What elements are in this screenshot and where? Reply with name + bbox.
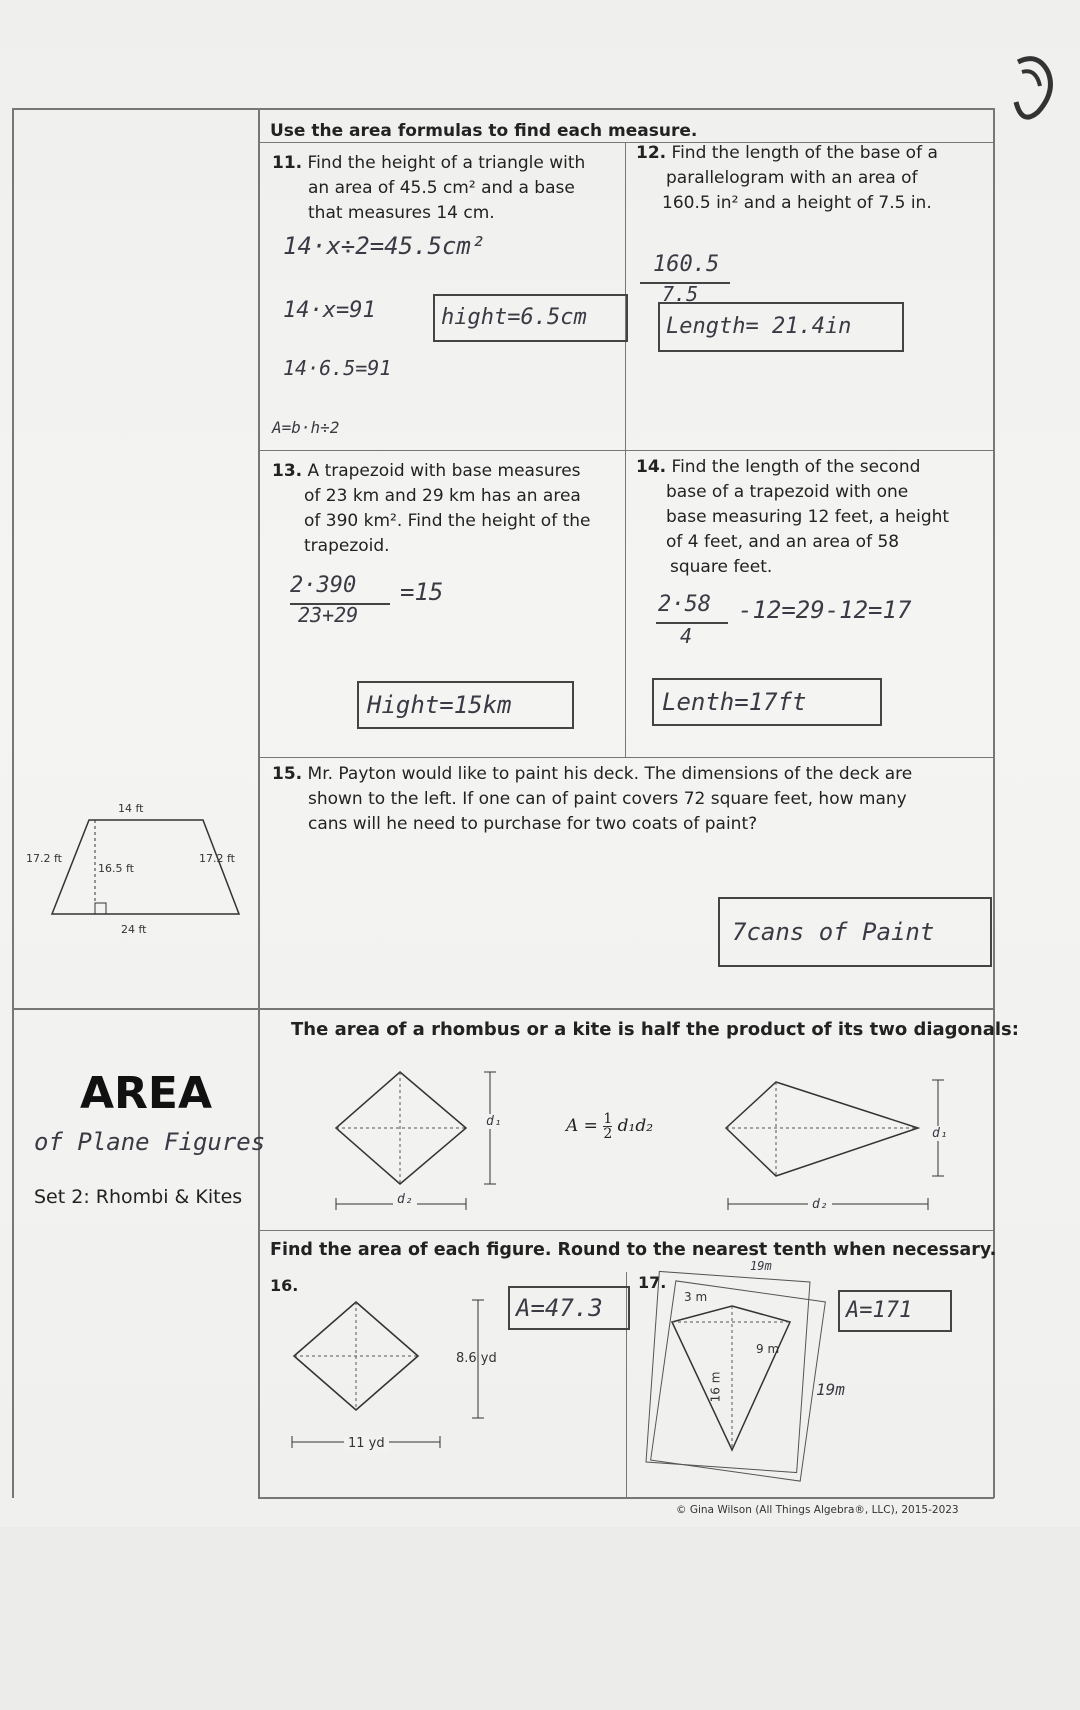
deck-label-top: 14 ft [118, 802, 144, 815]
clip-icon [1008, 52, 1058, 142]
frame-left [12, 108, 14, 1498]
problem-16-number: 16. [270, 1276, 299, 1295]
p13-work-den: 23+29 [298, 603, 359, 627]
rhombus-d2-label: d₂ [393, 1192, 417, 1207]
sidebar-title: AREA [80, 1068, 213, 1119]
frame-row-split-3 [258, 1230, 994, 1231]
find-instruction: Find the area of each figure. Round to the nearest tenth when necessary. [270, 1240, 997, 1260]
frame-row-split-2 [258, 757, 994, 758]
problem-14-line-4: of 4 feet, and an area of 58 [666, 532, 900, 552]
p17-note: 19m [816, 1380, 845, 1399]
problem-12-line-1: Find the length of the base of a [671, 143, 938, 163]
problem-14-line-1: Find the length of the second [671, 457, 921, 477]
problem-13 [272, 459, 617, 559]
kite-d1-label: d₁ [932, 1126, 948, 1141]
problem-14-line-2: base of a trapezoid with one [666, 482, 909, 502]
p14-work-num: 2·58 [658, 592, 711, 617]
deck-right-angle [95, 903, 106, 914]
deck-label-bottom: 24 ft [121, 923, 147, 936]
frame-row-split-1 [258, 450, 994, 451]
p11-work-1: 14·x÷2=45.5cm² [283, 232, 486, 260]
formula-num: 1 [603, 1111, 613, 1127]
formula-rhs: d₁d₂ [617, 1116, 654, 1136]
p11-work-formula: A=b·h÷2 [272, 418, 340, 437]
p12-work-num: 160.5 [653, 252, 720, 277]
p13-work-result: =15 [400, 578, 444, 606]
problem-11-line-3: that measures 14 cm. [308, 203, 495, 223]
p13-work-num: 2·390 [290, 573, 357, 598]
problem-12-line-2: parallelogram with an area of [666, 168, 918, 188]
kite-shape [726, 1082, 918, 1176]
instruction-header: Use the area formulas to find each measure. [270, 121, 698, 141]
problem-14 [636, 455, 981, 580]
problem-15-line-2: shown to the left. If one can of paint covers 72 square feet, how many [308, 789, 907, 809]
p17-kite-shape [672, 1306, 790, 1450]
problem-14-number: 14. [636, 457, 667, 477]
p11-work-3: 14·6.5=91 [283, 356, 392, 380]
frame-right [993, 108, 995, 1498]
formula-den: 2 [603, 1126, 613, 1142]
kite-d2-label: d₂ [808, 1197, 832, 1212]
problem-12-number: 12. [636, 143, 667, 163]
p12-answer: Length= 21.4in [658, 302, 904, 352]
deck-label-left: 17.2 ft [26, 852, 62, 865]
problem-14-line-5: square feet. [670, 557, 773, 577]
hole-icon [1014, 1690, 1034, 1710]
problem-15-number: 15. [272, 764, 303, 784]
p13-answer: Hight=15km [357, 681, 574, 729]
rhombus-rule: The area of a rhombus or a kite is half the product of its two diagonals: [291, 1019, 1019, 1040]
p17-kite-diagram [660, 1300, 810, 1470]
p16-answer: A=47.3 [508, 1286, 630, 1330]
problem-11-line-1: Find the height of a triangle with [307, 153, 586, 173]
formula-fraction [603, 1112, 612, 1141]
problem-17-number: 17. [638, 1273, 667, 1292]
frame-top [12, 108, 994, 110]
problem-13-number: 13. [272, 461, 303, 481]
p14-answer: Lenth=17ft [652, 678, 882, 726]
p14-work-rest: -12=29-12=17 [738, 596, 912, 624]
problem-15 [272, 762, 977, 837]
problem-15-line-1: Mr. Payton would like to paint his deck. The dimensions of the deck are [307, 764, 913, 784]
problem-11-line-2: an area of 45.5 cm² and a base [308, 178, 575, 198]
p17-label-vert: 16 m [708, 1371, 723, 1403]
problem-13-line-2: of 23 km and 29 km has an area [304, 486, 581, 506]
p17-label-top: 3 m [684, 1290, 708, 1304]
p11-work-2: 14·x=91 [283, 298, 376, 323]
p17-answer: A=171 [838, 1290, 952, 1332]
frame-mid-h [12, 1008, 994, 1010]
p11-answer: hight=6.5cm [433, 294, 628, 342]
sidebar-subtitle: of Plane Figures [34, 1128, 266, 1156]
copyright: © Gina Wilson (All Things Algebra®, LLC), 2015-2023 [676, 1504, 959, 1516]
problem-13-line-3: of 390 km². Find the height of the [304, 511, 591, 531]
p12-work-den: 7.5 [662, 282, 699, 306]
p14-work-den: 4 [680, 624, 693, 648]
deck-label-height: 16.5 ft [98, 862, 134, 875]
area-formula [566, 1112, 653, 1141]
problem-11-number: 11. [272, 153, 303, 173]
problem-12 [636, 141, 981, 216]
problem-11 [272, 151, 617, 226]
p15-answer: 7cans of Paint [718, 897, 992, 967]
deck-trapezoid [52, 820, 239, 914]
p16-rhombus-diagram [290, 1290, 490, 1450]
formula-lhs: A = [566, 1116, 598, 1136]
problem-12-line-3: 160.5 in² and a height of 7.5 in. [662, 193, 932, 213]
p17-label-side: 9 m [756, 1342, 780, 1356]
sidebar-set-label: Set 2: Rhombi & Kites [34, 1186, 243, 1208]
p16-d2-label: 11 yd [344, 1436, 389, 1451]
p16-d1-label: 8.6 yd [456, 1351, 497, 1366]
frame-divider [258, 108, 260, 1498]
p17-top-scribble: 19m [750, 1259, 772, 1273]
deck-label-right: 17.2 ft [199, 852, 235, 865]
problem-15-line-3: cans will he need to purchase for two coats of paint? [308, 814, 758, 834]
kite-diagram [720, 1072, 950, 1220]
problem-13-line-1: A trapezoid with base measures [307, 461, 581, 481]
rhombus-d1-label: d₁ [486, 1114, 502, 1129]
problem-13-line-4: trapezoid. [304, 536, 390, 556]
problem-14-line-3: base measuring 12 feet, a height [666, 507, 950, 527]
